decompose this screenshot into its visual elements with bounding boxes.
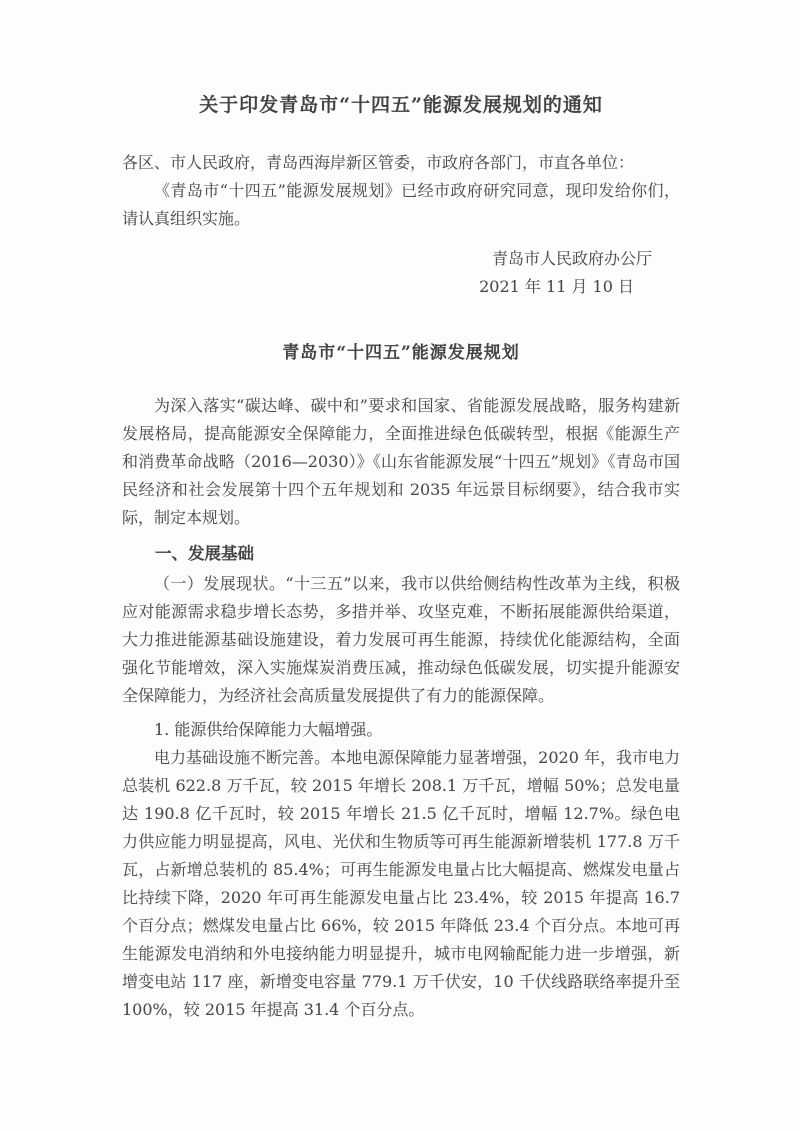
section-1-status-paragraph	[122, 570, 680, 710]
notice-title: 关于印发青岛市“十四五”能源发展规划的通知	[199, 94, 603, 116]
item-1-heading: 1. 能源供给保障能力大幅增强。	[154, 720, 383, 739]
notice-body: 《青岛市“十四五”能源发展规划》已经市政府研究同意，现印发给你们，请认真组织实施。	[122, 181, 680, 228]
status-label: （一）发展现状。	[154, 574, 286, 593]
document-content	[122, 0, 680, 1024]
section-1-heading: 一、发展基础	[155, 544, 254, 563]
signature-block	[122, 245, 680, 301]
item-1-paragraph: 电力基础设施不断完善。本地电源保障能力显著增强，2020 年，我市电力总装机 622.8 万千瓦，较 2015 年增长 208.1 万千瓦，增幅 50%；总发电量达 190.8 亿千瓦时，较 2015 年增长 21.5 亿千瓦时，增幅 12.7%。绿色电力供应能力明显提高，风电、光伏和生物质等可再生能源新增装机 177.8 万千瓦，占新增总装机的 85.4%；可再生能源发电量占比大幅提高、燃煤发电量占比持续下降，2020 年可再生能源发电量占比 23.4%，较 2015 年提高 16.7 个百分点；燃煤发电量占比 66%，较 2015 年降低 23.4 个百分点。本地可再生能源发电消纳和外电接纳能力明显提升，城市电网输配能力进一步增强，新增变电站 117 座，新增变电容量 779.1 万千伏安，10 千伏线路联络率提升至 100%，较 2015 年提高 31.4 个百分点。	[122, 748, 680, 1019]
plan-intro-paragraph: 为深入落实“碳达峰、碳中和”要求和国家、省能源发展战略，服务构建新发展格局，提高能源安全保障能力，全面推进绿色低碳转型，根据《能源生产和消费革命战略（2016—2030）》《山东省能源发展“十四五”规划》《青岛市国民经济和社会发展第十四个五年规划和 2035 年远景目标纲要》，结合我市实际，制定本规划。	[122, 396, 680, 527]
status-text: “十三五”以来，我市以供给侧结构性改革为主线，积极应对能源需求稳步增长态势，多措并举、攻坚克难，不断拓展能源供给渠道，大力推进能源基础设施建设，着力发展可再生能源，持续优化能源结构，全面强化节能增效，深入实施煤炭消费压减，推动绿色低碳发展，切实提升能源安全保障能力，为经济社会高质量发展提供了有力的能源保障。	[122, 574, 680, 705]
issue-date: 2021 年 11 月 10 日	[479, 277, 634, 296]
issuing-office: 青岛市人民政府办公厅	[491, 249, 652, 268]
notice-salutation: 各区、市人民政府，青岛西海岸新区管委，市政府各部门，市直各单位：	[122, 153, 635, 172]
plan-title: 青岛市“十四五”能源发展规划	[282, 343, 520, 363]
